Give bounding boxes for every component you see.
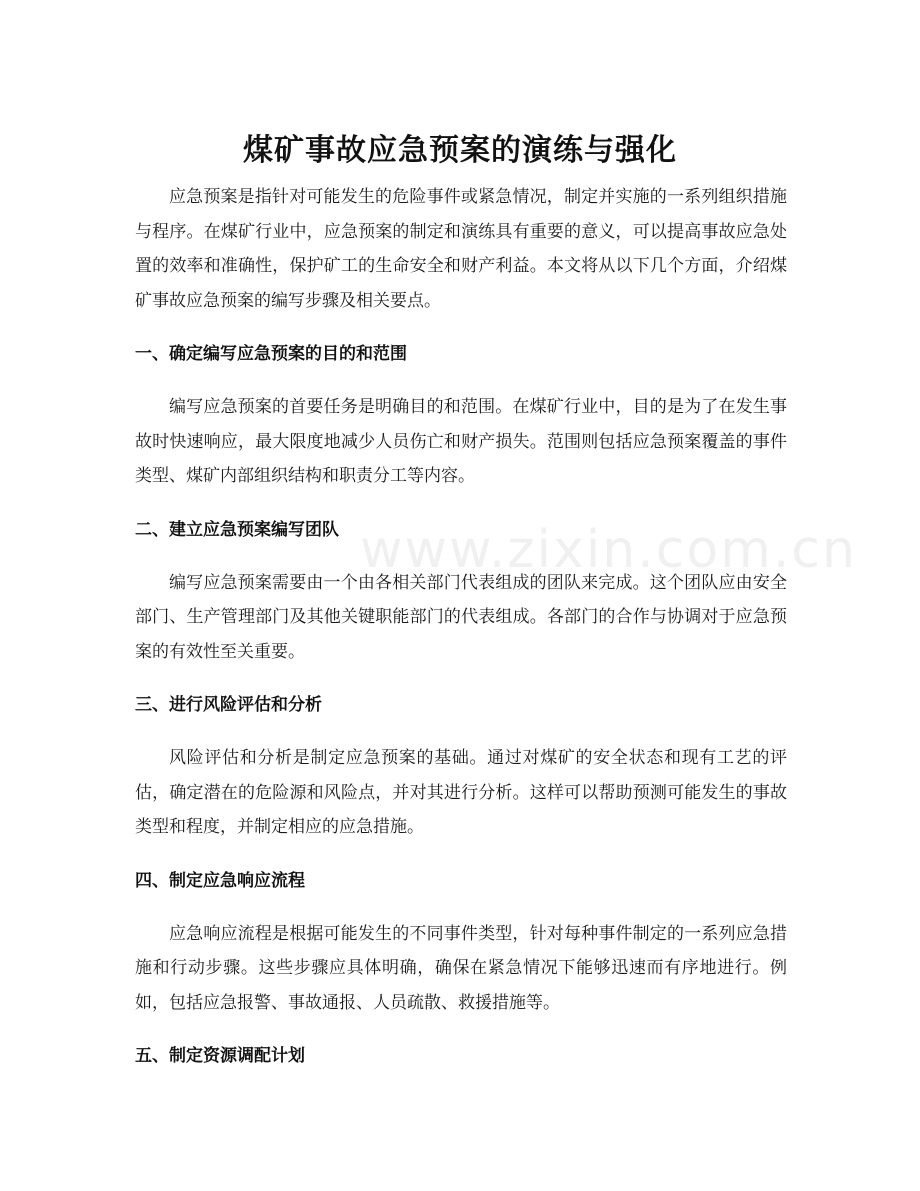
watermark-text: www.zixin.com.cn	[360, 520, 857, 580]
section-body-4: 应急响应流程是根据可能发生的不同事件类型，针对每种事件制定的一系列应急措施和行动步骤。这些步骤应具体明确，确保在紧急情况下能够迅速而有序地进行。例如，包括应急报警、事故通报、人员疏散、救援措施等。	[135, 923, 787, 1013]
section-heading-3: 三、进行风险评估和分析	[135, 695, 322, 715]
section-heading-2: 二、建立应急预案编写团队	[135, 519, 339, 540]
section-body-3: 风险评估和分析是制定应急预案的基础。通过对煤矿的安全状态和现有工艺的评估，确定潜在的危险源和风险点，并对其进行分析。这样可以帮助预测可能发生的事故类型和程度，并制定相应的应急措施。	[135, 748, 787, 837]
section-heading-1: 一、确定编写应急预案的目的和范围	[135, 344, 407, 364]
document-title: 煤矿事故应急预案的演练与强化	[243, 133, 677, 169]
section-body-1: 编写应急预案的首要任务是明确目的和范围。在煤矿行业中，目的是为了在发生事故时快速响应，最大限度地减少人员伤亡和财产损失。范围则包括应急预案覆盖的事件类型、煤矿内部组织结构和职责分工等内容。	[135, 397, 787, 486]
document-body	[135, 180, 787, 1073]
section-heading-5: 五、制定资源调配计划	[135, 1046, 305, 1066]
section-heading-4: 四、制定应急响应流程	[135, 870, 305, 891]
section-body-2: 编写应急预案需要由一个由各相关部门代表组成的团队来完成。这个团队应由安全部门、生产管理部门及其他关键职能部门的代表组成。各部门的合作与协调对于应急预案的有效性至关重要。	[135, 572, 787, 662]
intro-paragraph: 应急预案是指针对可能发生的危险事件或紧急情况，制定并实施的一系列组织措施与程序。在煤矿行业中，应急预案的制定和演练具有重要的意义，可以提高事故应急处置的效率和准确性，保护矿工的生命安全和财产利益。本文将从以下几个方面，介绍煤矿事故应急预案的编写步骤及相关要点。	[135, 187, 787, 311]
